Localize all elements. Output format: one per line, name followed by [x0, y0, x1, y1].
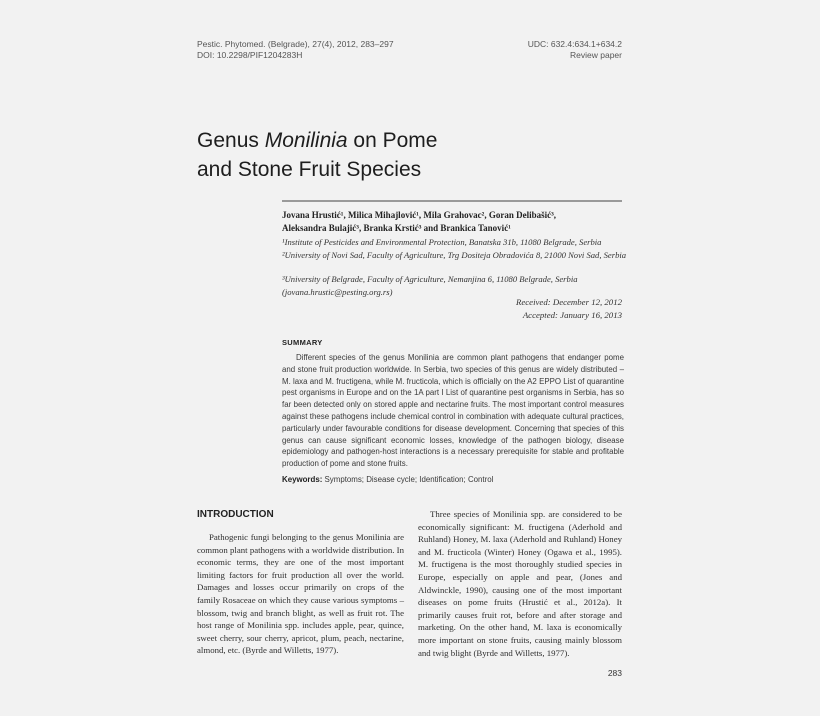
title-genus: Monilinia [264, 129, 348, 152]
intro-paragraph-1: Pathogenic fungi belonging to the genus Monilinia are common plant pathogens with a worldwide distribution. In economic terms, they are one of the most important limiting factors for fruit production all over the world. Damages and losses occur primarily on crops of the family Rosaceae on which they cause various symptoms – blossom, twig and branch blight, as well as fruit rot. The host range of Monilinia spp. includes apple, pear, quince, sweet cherry, sour cherry, apricot, plum, peach, nectarine, almond, etc. (Byrde and Willetts, 1977). [197, 532, 404, 656]
title-part2: on Pome [347, 129, 438, 152]
citation-line: Pestic. Phytomed. (Belgrade), 27(4), 2012, 283–297 [197, 39, 394, 49]
intro-paragraph-2: Three species of Monilinia spp. are considered to be economically significant: M. fructigena (Aderhold and Ruhland) Honey, M. laxa (Aderhold and Ruhland) Honey and M. fructicola (Winter) Honey (Ogawa et al., 1995). M. fructigena is the most thoroughly studied species in Europe, especially on apple and pear, (Jones and Aldwinckle, 1990), causing one of the most important diseases on pome fruits (Hrustić et al., 2012a). It primarily causes fruit rot, before and after storage and marketing. On the other hand, M. laxa is economically more important on stone fruits, causing mainly blossom and twig blight (Byrde and Willetts, 1977). [418, 509, 622, 658]
intro-column-1 [197, 531, 404, 657]
received-date: Received: December 12, 2012 [515, 297, 622, 307]
affiliation-2: ²University of Novi Sad, Faculty of Agriculture, Trg Dositeja Obradovića 8, 21000 Novi Sad, Serbia [282, 250, 627, 260]
summary-body [282, 352, 624, 470]
intro-column-2 [418, 508, 622, 659]
keywords [282, 475, 624, 484]
summary-heading: SUMMARY [282, 338, 323, 347]
title-part1: Genus [197, 129, 265, 152]
introduction-heading: INTRODUCTION [197, 509, 274, 520]
paper-type: Review paper [570, 50, 622, 60]
author-list [282, 209, 627, 235]
affiliation-1: ¹Institute of Pesticides and Environmental Protection, Banatska 31b, 11080 Belgrade, Serbia [282, 237, 602, 247]
keywords-text: Symptoms; Disease cycle; Identification; Control [322, 475, 494, 484]
doi-line: DOI: 10.2298/PIF1204283H [197, 50, 303, 60]
page-number: 283 [607, 668, 622, 678]
paper-title [197, 126, 637, 184]
udc-block [528, 39, 622, 61]
title-divider [282, 200, 622, 202]
keywords-label: Keywords: [282, 475, 323, 484]
summary-text: Different species of the genus Monilinia are common plant pathogens that endanger pome and stone fruit production worldwide. In Serbia, two species of this genus are widely distributed – M. laxa and M. fructigena, while M. fructicola, which is officially on the A2 EPPO List of quarantine pest organisms in Europe and on the 1A part I List of quarantine pest organisms in Serbia, has so far been detected only on stored apple and nectarine fruits. The most important control measures against these pathogens include chemical control in combination with adequate cultural practices, particularly under favourable conditions for disease development. Concerning that species of this genus can cause significant economic losses, knowledge of the pathogen biology, disease epidemiology and pathogen-host interactions is a necessary prerequisite for stable and profitable production of pome and stone fruits. [282, 353, 624, 469]
udc-line: UDC: 632.4:634.1+634.2 [527, 39, 622, 49]
authors-line2: Aleksandra Bulajić³, Branka Krstić³ and Brankica Tanović¹ [282, 223, 511, 233]
journal-citation [197, 39, 394, 61]
authors-line1: Jovana Hrustić¹, Milica Mihajlović¹, Mila Grahovac², Goran Delibašić³, [282, 210, 557, 220]
title-line2: and Stone Fruit Species [197, 158, 422, 181]
affiliation-3: ³University of Belgrade, Faculty of Agriculture, Nemanjina 6, 11080 Belgrade, Serbia (jovana.hrustic@pesting.org.rs) [282, 274, 578, 297]
accepted-date: Accepted: January 16, 2013 [522, 310, 622, 320]
